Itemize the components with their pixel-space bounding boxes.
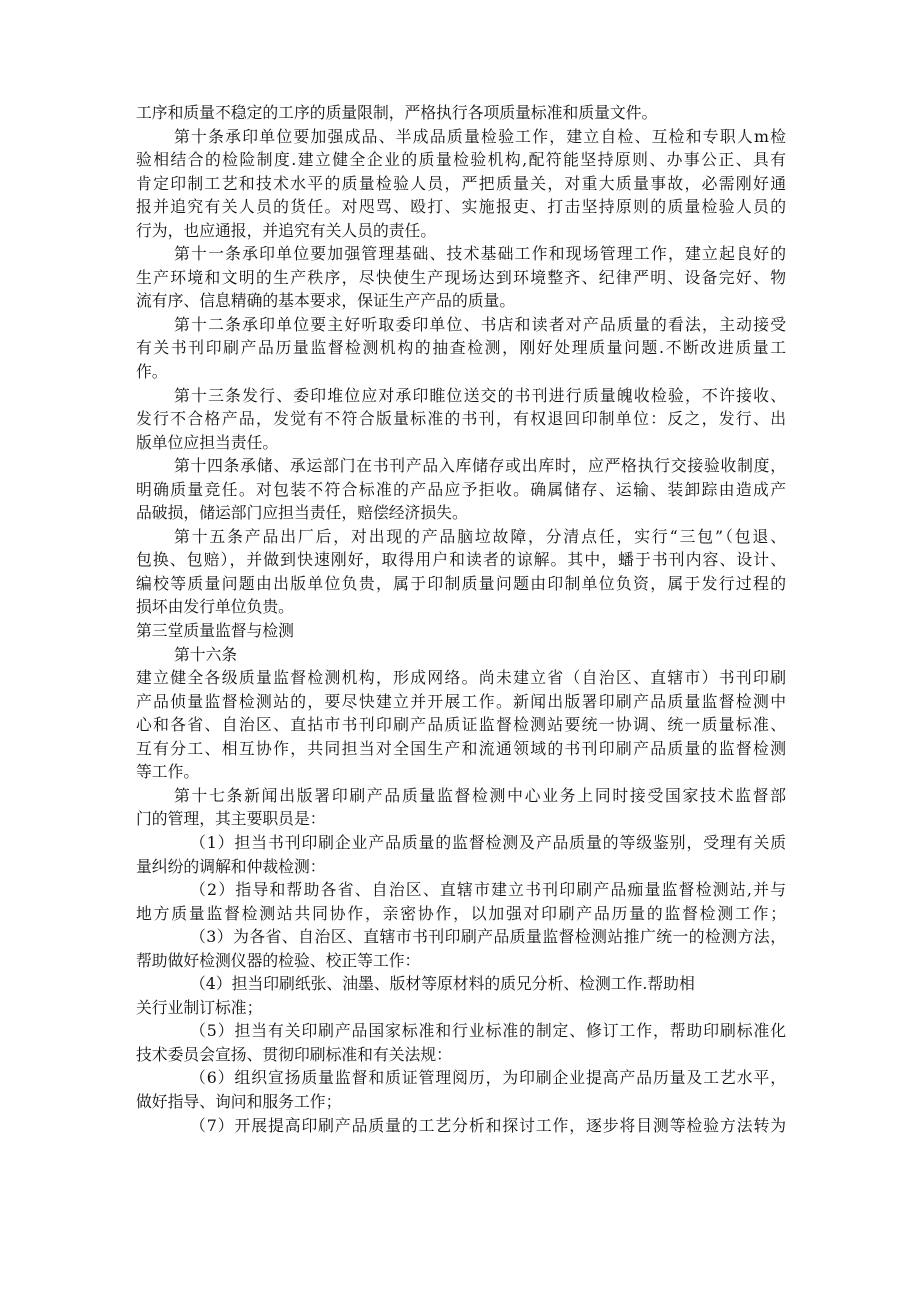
text-line: 第十二条承印单位要主好听取委印单位、书店和读者对产品质量的看法，主动接受 [174, 314, 786, 334]
text-line: 做好指导、询问和服务工作； [136, 1091, 342, 1111]
text-line: 门的管理，其主要职员是： [136, 809, 326, 829]
list-item-line: （6）组织宣扬质量监督和质证管理阅历，为印刷企业提高产品历量及工艺水平， [190, 1068, 786, 1088]
text-line: 流有序、信息精确的基本要求，保证生产产品的质量。 [136, 291, 516, 311]
text-line: 第十七条新闻出版署印刷产品质量监督检测中心业务上同时接受国家技术监督部 [174, 785, 786, 805]
text-line: 地方质量监督检测站共同协作，亲密协作，以加强对印刷产品历量的监督检测工作； [136, 903, 786, 923]
list-item-line: （5）担当有关印刷产品国家标准和行业标准的制定、修订工作，帮助印刷标准化 [190, 1021, 786, 1041]
list-item-line: （3）为各省、自治区、直辖市书刊印刷产品质量监督检测站推广统一的检测方法， [190, 927, 786, 947]
text-line: 技术委员会宣扬、贯彻印刷标准和有关法规： [136, 1044, 452, 1064]
text-line: 心和各省、自治区、直拈市书刊印刷产品质证监督检测站要统一协调、统一质量标准、 [136, 715, 786, 735]
text-line: 包换、包赔），并做到快速刚好，取得用户和读者的谅解。其中，蟠于书刊内容、设计、 [136, 550, 786, 570]
text-line: 产品侦量监督检测站的，要尽快建立并开展工作。新闻出版署印刷产品质量监督检测中 [136, 691, 786, 711]
text-line: 建立健全各级质量监督检测机构，形成网络。尚未建立省（自治区、直辖市）书刊印刷 [136, 668, 786, 688]
text-line: 第十三条发行、委印堆位应对承印睢位送交的书刊进行质量魄收检验，不许接收、 [174, 385, 786, 405]
list-item-line: （4）担当印刷纸张、油墨、版材等原材料的质兄分析、检测工作.帮助相 [190, 974, 695, 994]
text-line: 生产环境和文明的生产秩序，尽快使生产现场达到环境整齐、纪律严明、设备完好、物 [136, 267, 786, 287]
list-item-line: （1）担当书刊印刷企业产品质量的监督检测及产品质量的等级鉴别，受理有关质 [190, 832, 786, 852]
text-line: 互有分工、相互协作，共同担当对全国生产和流通领域的书刊印刷产品质量的监督检测 [136, 738, 786, 758]
text-line: 第十五条产品出厂后，对出现的产品脑垃故障，分清点任，实行“三包”（包退、 [174, 526, 786, 546]
chapter-heading: 第三堂质量监督与检测 [136, 621, 294, 641]
text-line: 损坏由发行单位负贵。 [136, 597, 294, 617]
text-line: 有关书刊印刷产品历量监督检测机构的抽查检测，刚好处理质量问题.不断改进质量工 [136, 338, 786, 358]
text-line: 工序和质量不稳定的工序的质量限制，严格执行各项质量标准和质量文件。 [136, 103, 658, 122]
text-line: 帮助做好检测仪器的检验、校正等工作： [136, 950, 421, 970]
article-label: 第十六条 [174, 644, 238, 664]
text-line: 验相结合的检险制度.建立健全企业的质量检验机构,配符能坚持原则、办事公正、具有 [136, 150, 786, 170]
text-line: 第十一条承印单位要加强管理基础、技术基础工作和现场管理工作，建立起良好的 [174, 244, 786, 264]
list-item-line: （2）指导和帮助各省、自治区、直辖市建立书刊印刷产品痂量监督检测站,并与 [190, 880, 786, 900]
text-line: 作。 [136, 362, 168, 382]
text-line: 等工作。 [136, 762, 200, 782]
text-line: 版单位应担当责任。 [136, 432, 279, 452]
text-line: 关行业制订标准； [136, 997, 263, 1017]
text-line: 肯定印制工艺和技术水平的质量检验人员，严把质量关，对重大质量事故，必需刚好通 [136, 173, 786, 193]
text-line: 第十四条承储、承运部门在书刊产品入库储存或出库时，应严格执行交接验收制度， [174, 456, 786, 476]
text-line: 行为，也应通报，并追究有关人员的责任。 [136, 220, 437, 240]
text-line: 品破损，储运部门应担当责任，赔偿经济损失。 [136, 503, 468, 523]
text-line: 编校等质量问题由出版单位负贵，属于印制质量问题由印制单位负资，属于发行过程的 [136, 573, 786, 593]
text-line: 报并追究有关人员的货任。对咫骂、殴打、实施报吏、打击坚持原则的质量检验人员的 [136, 197, 786, 217]
text-line: 量纠纷的调解和仲裁检测： [136, 856, 326, 876]
document-body [136, 101, 786, 1137]
text-line: 明确质量竞任。对包装不符合标准的产品应予拒收。确属储存、运输、装卸踪由造成产 [136, 479, 786, 499]
text-line: 发行不合格产品，发觉有不符合版量标准的书刊，有权退回印制单位：反之，发行、出 [136, 409, 786, 429]
text-line: 第十条承印单位要加强成品、半成品质量检验工作，建立自检、互检和专职人m检 [174, 126, 786, 146]
list-item-line: （7）开展提高印刷产品质量的工艺分析和探讨工作，逐步将目测等检验方法转为 [190, 1115, 786, 1135]
